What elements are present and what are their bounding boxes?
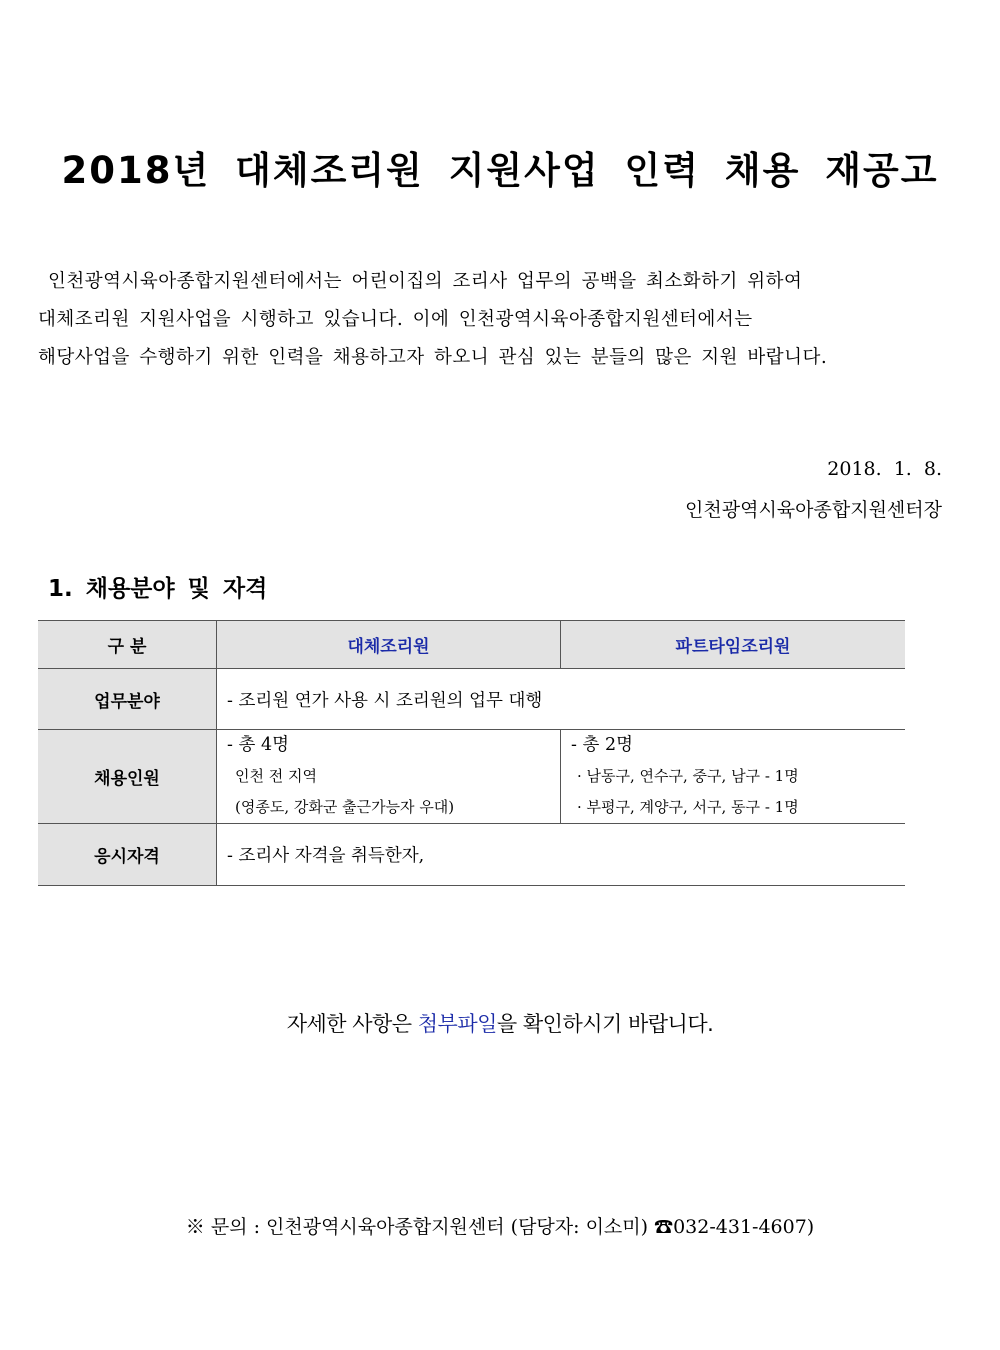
note-text: 을 확인하시기 바랍니다. xyxy=(496,1012,714,1036)
staff-substitute xyxy=(217,730,561,824)
intro-paragraph xyxy=(38,263,938,377)
section-title: 1. 채용분야 및 자격 xyxy=(48,576,268,602)
row-label-work: 업무분야 xyxy=(38,669,217,730)
staff-line: - 총 4명 xyxy=(227,735,289,755)
staff-line: · 부평구, 계양구, 서구, 동구 - 1명 xyxy=(577,798,799,816)
note-text: 자세한 사항은 xyxy=(286,1012,418,1036)
table-row xyxy=(38,730,905,824)
staff-line: - 총 2명 xyxy=(571,735,633,755)
page-title: 2018년 대체조리원 지원사업 인력 채용 재공고 xyxy=(61,149,939,192)
staff-line: 인천 전 지역 xyxy=(235,767,317,785)
staff-line: (영종도, 강화군 출근가능자 우대) xyxy=(235,798,455,816)
row-label-qualification: 응시자격 xyxy=(38,824,217,886)
table-row xyxy=(38,669,905,730)
intro-line: 인천광역시육아종합지원센터에서는 어린이집의 조리사 업무의 공백을 최소화하기 위하여 xyxy=(48,271,803,292)
attachment-link[interactable]: 첨부파일 xyxy=(417,1012,497,1036)
signer: 인천광역시육아종합지원센터장 xyxy=(685,499,942,521)
qualification-value: - 조리사 자격을 취득한자, xyxy=(217,824,906,886)
recruitment-table xyxy=(38,620,905,886)
staff-parttime xyxy=(561,730,906,824)
intro-line: 대체조리원 지원사업을 시행하고 있습니다. 이에 인천광역시육아종합지원센터에서는 xyxy=(38,309,753,330)
contact-info: ※ 문의 : 인천광역시육아종합지원센터 (담당자: 이소미) ☎032-431-4607) xyxy=(185,1216,815,1238)
table-header-row xyxy=(38,621,905,669)
attachment-note xyxy=(0,1008,1000,1038)
announcement-date: 2018. 1. 8. xyxy=(827,458,942,480)
work-value: - 조리원 연가 사용 시 조리원의 업무 대행 xyxy=(217,669,906,730)
intro-line: 해당사업을 수행하기 위한 인력을 채용하고자 하오니 관심 있는 분들의 많은 지원 바랍니다. xyxy=(38,347,828,368)
header-parttime-cook: 파트타임조리원 xyxy=(561,621,906,669)
row-label-staff: 채용인원 xyxy=(38,730,217,824)
table-row xyxy=(38,824,905,886)
staff-line: · 남동구, 연수구, 중구, 남구 - 1명 xyxy=(577,767,799,785)
header-category: 구 분 xyxy=(38,621,217,669)
header-substitute-cook: 대체조리원 xyxy=(217,621,561,669)
